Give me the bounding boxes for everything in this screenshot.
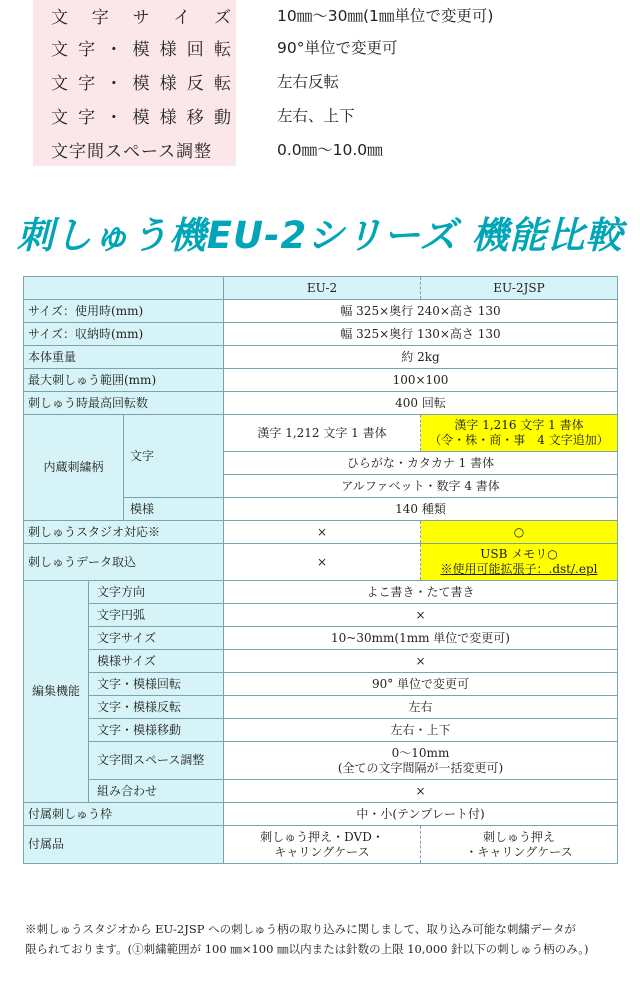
row-value: [224, 742, 618, 780]
row-value: [421, 826, 618, 864]
table-row: [24, 521, 618, 544]
cell-line: 漢字 1,216 文字 1 書体: [454, 418, 584, 432]
table-row: [24, 673, 618, 696]
spec-char: 字: [78, 73, 96, 94]
cell-line: ・キャリングケース: [465, 844, 573, 859]
row-label: サイズ：収納時(mm): [24, 323, 224, 346]
spec-char: 様: [159, 39, 177, 60]
table-header-row: [24, 277, 618, 300]
spec-label: [33, 64, 236, 98]
row-label: 文字間スペース調整: [89, 742, 224, 780]
row-value: 左右・上下: [224, 719, 618, 742]
cell-line: 刺しゅう押え・DVD・: [260, 829, 384, 844]
spec-value: 0.0㎜～10.0㎜: [277, 141, 383, 159]
spec-row: [33, 0, 593, 30]
table-row: [24, 826, 618, 864]
spec-label: [33, 0, 236, 30]
row-value: アルファベット・数字 4 書体: [224, 475, 618, 498]
table-row: [24, 415, 618, 452]
row-label: 付属刺しゅう枠: [24, 803, 224, 826]
row-value: ×: [224, 544, 421, 581]
row-value: 左右: [224, 696, 618, 719]
table-row: [24, 803, 618, 826]
row-label: 最大刺しゅう範囲(mm): [24, 369, 224, 392]
spec-char: ・: [105, 107, 123, 128]
table-row: [24, 650, 618, 673]
spec-row: [33, 132, 593, 166]
spec-label: 文字間スペース調整: [33, 132, 236, 166]
row-value: 100×100: [224, 369, 618, 392]
spec-list: [33, 0, 593, 166]
table-row: [24, 300, 618, 323]
row-value: 幅 325×奥行 240×高さ 130: [224, 300, 618, 323]
spec-char: 字: [91, 7, 109, 28]
spec-row: [33, 98, 593, 132]
row-label: 組み合わせ: [89, 780, 224, 803]
row-label: 文字方向: [89, 581, 224, 604]
row-value: [224, 826, 421, 864]
table-row: [24, 780, 618, 803]
sub-label: 文字: [124, 415, 224, 498]
row-value: ×: [224, 521, 421, 544]
spec-char: ・: [105, 39, 123, 60]
row-value-highlight: [421, 544, 618, 581]
row-label: 文字・模様移動: [89, 719, 224, 742]
row-value: 約 2kg: [224, 346, 618, 369]
footnote: [25, 919, 625, 959]
row-label: 文字・模様回転: [89, 673, 224, 696]
sub-label: 模様: [124, 498, 224, 521]
row-value: ×: [224, 650, 618, 673]
row-value: 中・小(テンプレート付): [224, 803, 618, 826]
row-label: 付属品: [24, 826, 224, 864]
cell-line: USB メモリ○: [480, 547, 558, 561]
spec-label: [33, 98, 236, 132]
footnote-line: 限られております。(①刺繍範囲が 100 ㎜×100 ㎜以内または針数の上限 10,000 針以下の刺しゅう柄のみ。): [25, 942, 589, 956]
spec-label: [33, 30, 236, 64]
spec-value: 90°単位で変更可: [277, 39, 398, 57]
page-title: 刺しゅう機EU-2シリーズ 機能比較: [16, 214, 624, 257]
table-row: [24, 696, 618, 719]
spec-value: 左右反転: [277, 73, 340, 91]
spec-char: 転: [213, 39, 231, 60]
row-value: 90° 単位で変更可: [224, 673, 618, 696]
footnote-line: ※刺しゅうスタジオから EU-2JSP への刺しゅう柄の取り込みに関しまして、取り込み可能な刺繍データが: [25, 922, 576, 936]
spec-row: [33, 64, 593, 98]
row-label: 模様サイズ: [89, 650, 224, 673]
table-row: [24, 581, 618, 604]
spec-char: 様: [159, 73, 177, 94]
comparison-table: [23, 276, 618, 864]
row-label: 刺しゅう時最高回転数: [24, 392, 224, 415]
group-label: 編集機能: [24, 581, 89, 803]
spec-char: 文: [51, 73, 68, 94]
spec-char: 様: [159, 107, 177, 128]
spec-char: 移: [186, 107, 204, 128]
header-eu2jsp: EU-2JSP: [421, 277, 618, 300]
cell-line: キャリングケース: [274, 844, 370, 859]
cell-line: 0～10mm: [391, 745, 450, 760]
spec-char: 回: [186, 39, 204, 60]
spec-char: 文: [51, 107, 68, 128]
table-row: [24, 719, 618, 742]
row-label: 文字・模様反転: [89, 696, 224, 719]
row-value: ×: [224, 780, 618, 803]
row-value-highlight: [421, 415, 618, 452]
spec-char: ズ: [214, 7, 231, 28]
group-label: 内蔵刺繍柄: [24, 415, 124, 521]
row-value: 400 回転: [224, 392, 618, 415]
row-label: 刺しゅうスタジオ対応※: [24, 521, 224, 544]
spec-char: 字: [78, 107, 96, 128]
row-value: 幅 325×奥行 130×高さ 130: [224, 323, 618, 346]
spec-char: 模: [132, 73, 150, 94]
row-value: 10~30mm(1mm 単位で変更可): [224, 627, 618, 650]
cell-line: ※使用可能拡張子：.dst/.epl: [440, 562, 598, 576]
spec-row: [33, 30, 593, 64]
spec-char: 模: [132, 107, 150, 128]
spec-char: イ: [173, 7, 191, 28]
table-row: [24, 604, 618, 627]
cell-line: （令・株・商・事 4 文字追加）: [429, 433, 609, 447]
spec-char: 文: [51, 7, 68, 28]
table-row: [24, 369, 618, 392]
row-value: 漢字 1,212 文字 1 書体: [224, 415, 421, 452]
header-eu2: EU-2: [224, 277, 421, 300]
row-value: 140 種類: [224, 498, 618, 521]
row-value: よこ書き・たて書き: [224, 581, 618, 604]
spec-char: サ: [132, 7, 150, 28]
spec-char: 文: [51, 39, 68, 60]
header-blank: [24, 277, 224, 300]
table-row: [24, 323, 618, 346]
row-value-highlight: ○: [421, 521, 618, 544]
spec-char: 動: [213, 107, 231, 128]
spec-value: 左右、上下: [277, 107, 355, 125]
cell-line: 刺しゅう押え: [482, 829, 555, 844]
table-row: [24, 544, 618, 581]
table-row: [24, 627, 618, 650]
cell-line: (全ての文字間隔が一括変更可): [337, 760, 504, 775]
spec-value: 10㎜～30㎜(1㎜単位で変更可): [277, 7, 494, 25]
spec-char: 模: [132, 39, 150, 60]
row-label: 文字サイズ: [89, 627, 224, 650]
row-value: ×: [224, 604, 618, 627]
row-label: 文字円弧: [89, 604, 224, 627]
row-label: 刺しゅうデータ取込: [24, 544, 224, 581]
spec-char: 反: [186, 73, 204, 94]
row-label: 本体重量: [24, 346, 224, 369]
row-value: ひらがな・カタカナ 1 書体: [224, 452, 618, 475]
table-row: [24, 392, 618, 415]
row-label: サイズ：使用時(mm): [24, 300, 224, 323]
table-row: [24, 346, 618, 369]
table-row: [24, 742, 618, 780]
spec-char: 転: [213, 73, 231, 94]
spec-char: 字: [78, 39, 96, 60]
spec-char: ・: [105, 73, 123, 94]
